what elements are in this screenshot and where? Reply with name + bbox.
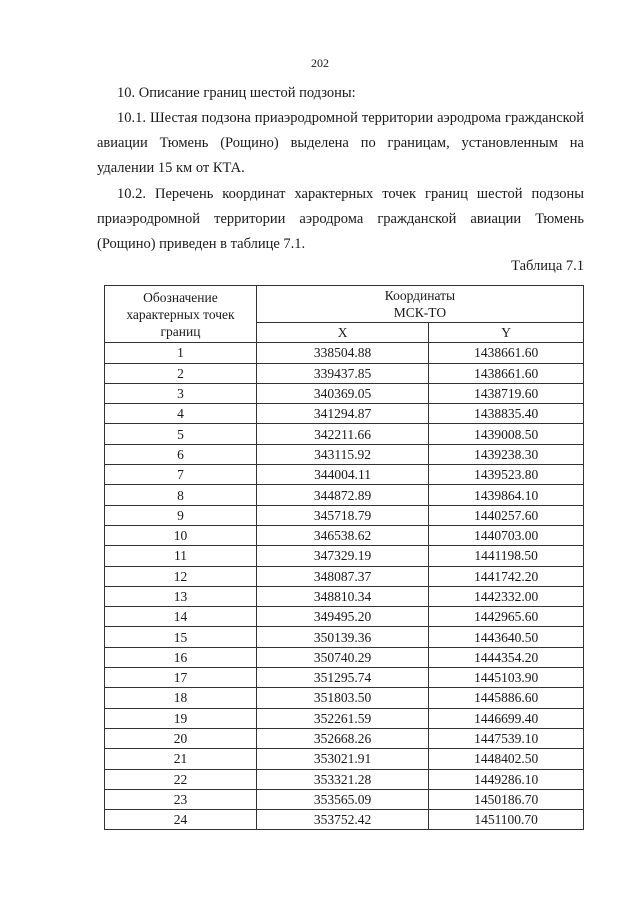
y-coordinate-cell: 1445886.60 [429, 688, 584, 708]
x-coordinate-cell: 341294.87 [256, 404, 428, 424]
y-coordinate-cell: 1450186.70 [429, 789, 584, 809]
y-coordinate-cell: 1445103.90 [429, 668, 584, 688]
x-coordinate-cell: 348810.34 [256, 586, 428, 606]
x-coordinate-cell: 342211.66 [256, 424, 428, 444]
coords-header-line1: Координаты [384, 288, 456, 303]
table-header-row [105, 286, 584, 323]
y-coordinate-cell: 1441198.50 [429, 546, 584, 566]
coordinates-table [104, 285, 584, 830]
x-coordinate-cell: 352668.26 [256, 728, 428, 748]
table-row [105, 566, 584, 586]
table-row [105, 668, 584, 688]
x-coordinate-cell: 348087.37 [256, 566, 428, 586]
point-number-cell: 24 [105, 810, 257, 830]
y-coordinate-cell: 1442965.60 [429, 607, 584, 627]
point-number-cell: 18 [105, 688, 257, 708]
section-heading: 10. Описание границ шестой подзоны: [117, 85, 356, 101]
point-number-cell: 4 [105, 404, 257, 424]
x-coordinate-cell: 350740.29 [256, 647, 428, 667]
point-number-cell: 16 [105, 647, 257, 667]
table-row [105, 404, 584, 424]
x-coordinate-cell: 340369.05 [256, 383, 428, 403]
x-coordinate-cell: 343115.92 [256, 444, 428, 464]
table-row [105, 525, 584, 545]
x-coordinate-cell: 344004.11 [256, 465, 428, 485]
y-coordinate-cell: 1443640.50 [429, 627, 584, 647]
point-number-cell: 14 [105, 607, 257, 627]
table-row [105, 728, 584, 748]
table-body [105, 343, 584, 830]
y-coordinate-cell: 1447539.10 [429, 728, 584, 748]
table-row [105, 607, 584, 627]
point-number-cell: 8 [105, 485, 257, 505]
coords-header-line2: МСК-ТО [393, 305, 447, 320]
table-row [105, 444, 584, 464]
table-row [105, 343, 584, 363]
y-coordinate-cell: 1441742.20 [429, 566, 584, 586]
x-coordinate-cell: 346538.62 [256, 525, 428, 545]
x-coordinate-cell: 353021.91 [256, 749, 428, 769]
table-row [105, 769, 584, 789]
table-row [105, 363, 584, 383]
y-coordinate-cell: 1449286.10 [429, 769, 584, 789]
x-coordinate-cell: 351803.50 [256, 688, 428, 708]
point-number-cell: 17 [105, 668, 257, 688]
point-number-cell: 9 [105, 505, 257, 525]
table-row [105, 688, 584, 708]
table-row [105, 505, 584, 525]
table-row [105, 627, 584, 647]
point-number-cell: 15 [105, 627, 257, 647]
x-coordinate-cell: 353321.28 [256, 769, 428, 789]
x-coordinate-cell: 344872.89 [256, 485, 428, 505]
table-caption: Таблица 7.1 [511, 258, 584, 274]
page-number: 202 [311, 56, 329, 70]
y-coordinate-cell: 1440703.00 [429, 525, 584, 545]
table-row [105, 708, 584, 728]
point-number-cell: 21 [105, 749, 257, 769]
point-number-cell: 22 [105, 769, 257, 789]
table-row [105, 749, 584, 769]
x-coordinate-cell: 353565.09 [256, 789, 428, 809]
x-coordinate-cell: 349495.20 [256, 607, 428, 627]
x-coordinate-cell: 353752.42 [256, 810, 428, 830]
y-coordinate-cell: 1439008.50 [429, 424, 584, 444]
point-number-cell: 1 [105, 343, 257, 363]
x-coordinate-cell: 338504.88 [256, 343, 428, 363]
point-number-cell: 19 [105, 708, 257, 728]
point-number-cell: 11 [105, 546, 257, 566]
table-row [105, 810, 584, 830]
point-number-cell: 12 [105, 566, 257, 586]
point-number-cell: 23 [105, 789, 257, 809]
point-number-cell: 3 [105, 383, 257, 403]
table-row [105, 383, 584, 403]
point-label-header [105, 286, 257, 343]
x-column-header: X [256, 323, 428, 343]
y-column-header: Y [429, 323, 584, 343]
table-row [105, 485, 584, 505]
x-coordinate-cell: 347329.19 [256, 546, 428, 566]
y-coordinate-cell: 1448402.50 [429, 749, 584, 769]
point-number-cell: 6 [105, 444, 257, 464]
table-row [105, 789, 584, 809]
y-coordinate-cell: 1438661.60 [429, 363, 584, 383]
y-coordinate-cell: 1442332.00 [429, 586, 584, 606]
x-coordinate-cell: 351295.74 [256, 668, 428, 688]
y-coordinate-cell: 1444354.20 [429, 647, 584, 667]
y-coordinate-cell: 1446699.40 [429, 708, 584, 728]
x-coordinate-cell: 339437.85 [256, 363, 428, 383]
point-label-text: Обозначение характерных точек границ [126, 289, 235, 339]
y-coordinate-cell: 1440257.60 [429, 505, 584, 525]
y-coordinate-cell: 1438719.60 [429, 383, 584, 403]
coords-header [256, 286, 583, 323]
point-number-cell: 10 [105, 525, 257, 545]
table-row [105, 546, 584, 566]
point-number-cell: 13 [105, 586, 257, 606]
y-coordinate-cell: 1451100.70 [429, 810, 584, 830]
table-row [105, 424, 584, 444]
table-row [105, 647, 584, 667]
table-row [105, 586, 584, 606]
y-coordinate-cell: 1439864.10 [429, 485, 584, 505]
x-coordinate-cell: 350139.36 [256, 627, 428, 647]
point-number-cell: 20 [105, 728, 257, 748]
paragraph-10-2: 10.2. Перечень координат характерных точек границ шестой подзоны приаэродромной территории аэродрома гражданской авиации Тюмень (Рощино) приведен в таблице 7.1. [97, 186, 584, 252]
point-number-cell: 7 [105, 465, 257, 485]
y-coordinate-cell: 1438835.40 [429, 404, 584, 424]
x-coordinate-cell: 345718.79 [256, 505, 428, 525]
point-number-cell: 5 [105, 424, 257, 444]
paragraph-10-1: 10.1. Шестая подзона приаэродромной территории аэродрома гражданской авиации Тюмень (Рощино) выделена по границам, установленным на удалении 15 км от КТА. [97, 110, 584, 176]
point-number-cell: 2 [105, 363, 257, 383]
x-coordinate-cell: 352261.59 [256, 708, 428, 728]
y-coordinate-cell: 1439523.80 [429, 465, 584, 485]
y-coordinate-cell: 1438661.60 [429, 343, 584, 363]
y-coordinate-cell: 1439238.30 [429, 444, 584, 464]
table-row [105, 465, 584, 485]
